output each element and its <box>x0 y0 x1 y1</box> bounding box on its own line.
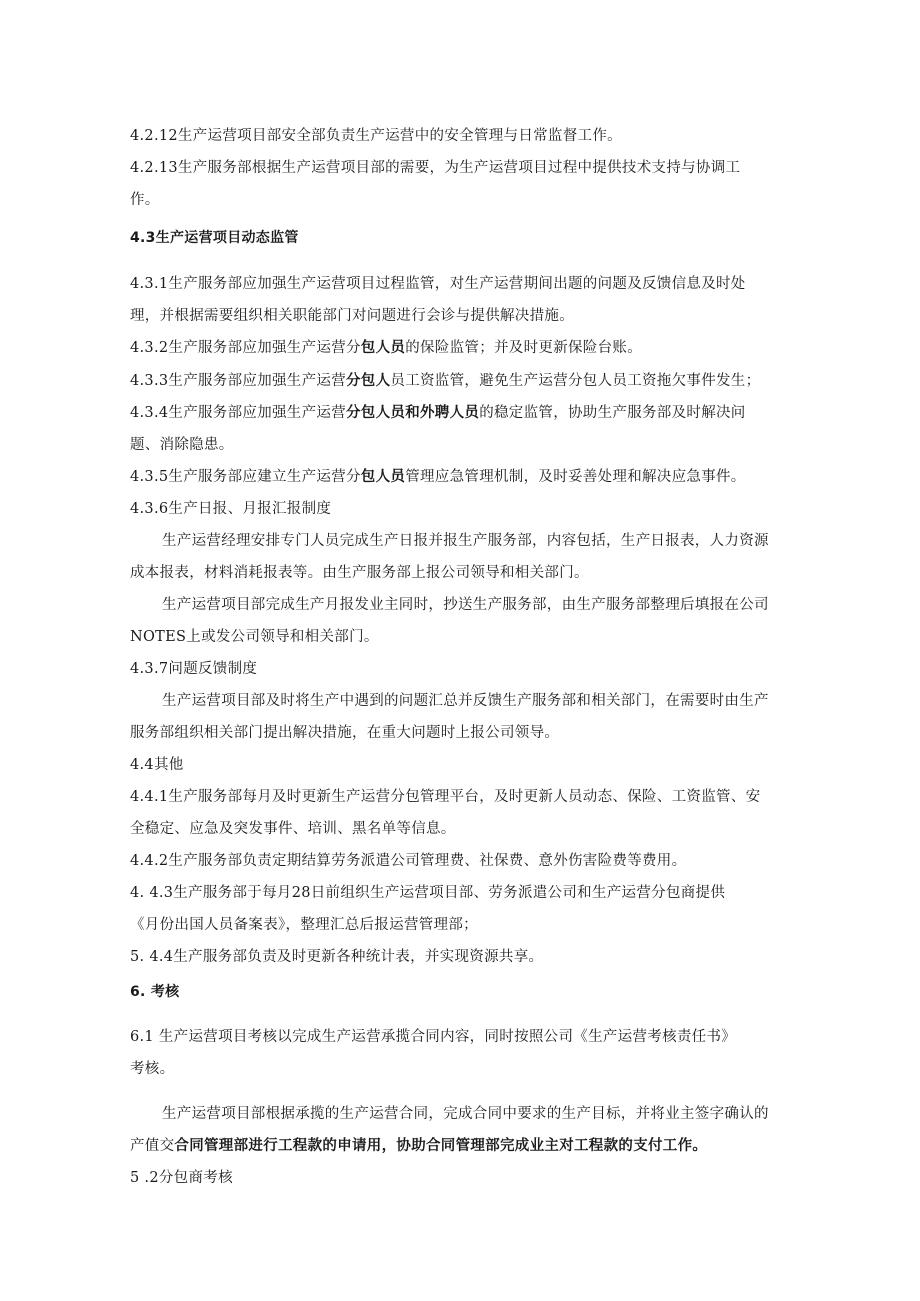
text-run: 4. 4.3生产服务部于每月28日前组织生产运营项目部、劳务派遣公司和生产运营分包商提供 <box>130 885 726 901</box>
text-run: 6.1 生产运营项目考核以完成生产运营承揽合同内容，同时按照公司《生产运营考核责任书》 <box>130 1029 737 1045</box>
text-run: NOTES上或发公司领导和相关部门。 <box>130 629 379 645</box>
clause-4-4-1-cont <box>130 819 456 839</box>
text-run: 的保险监管；并及时更新保险台账。 <box>405 340 643 356</box>
text-run: 成本报表，材料消耗报表等。由生产服务部上报公司领导和相关部门。 <box>130 565 589 581</box>
text-run: 生产运营项目部完成生产月报发业主同时，抄送生产服务部，由生产服务部整理后填报在公司 <box>162 597 769 613</box>
text-run: 考核。 <box>130 1061 175 1077</box>
feedback-paragraph-cont <box>130 723 559 743</box>
clause-4-2-13-cont <box>130 190 160 210</box>
text-run: 4.3.3生产服务部应加强生产运营 <box>130 373 346 389</box>
text-run: 员工资监管，避免生产运营分包人员工资拖欠事件发生； <box>390 373 761 389</box>
clause-4-4-3-cont <box>130 915 478 935</box>
clause-4-3-3 <box>130 371 760 391</box>
text-run: 4.3.4生产服务部应加强生产运营 <box>130 405 346 421</box>
text-run: 生产运营项目部根据承揽的生产运营合同，完成合同中要求的生产目标，并将业主签字确认的 <box>162 1106 769 1122</box>
text-run: 的稳定监管，协助生产服务部及时解决问 <box>479 405 746 421</box>
clause-4-3-6 <box>130 499 331 519</box>
clause-4-4-4 <box>130 947 543 967</box>
text-run: 全稳定、应急及突发事件、培训、黑名单等信息。 <box>130 821 456 837</box>
bold-text-run: 包人员 <box>360 339 406 356</box>
text-run: 生产运营经理安排专门人员完成生产日报并报生产服务部，内容包括，生产日报表，人力资源 <box>162 533 769 549</box>
text-run: 产值交 <box>130 1138 175 1154</box>
monthly-report-paragraph <box>162 595 769 615</box>
daily-report-paragraph <box>162 531 769 551</box>
text-run: 管理应急管理机制，及时妥善处理和解决应急事件。 <box>405 469 746 485</box>
section-4-3-heading <box>130 228 299 248</box>
monthly-report-paragraph-cont <box>130 627 379 647</box>
text-run: 生产运营项目部及时将生产中遇到的问题汇总并反馈生产服务部和相关部门，在需要时由生产 <box>162 693 769 709</box>
text-run: 4.4其他 <box>130 757 184 773</box>
text-run: 作。 <box>130 192 160 208</box>
text-run: 4.4.1生产服务部每月及时更新生产运营分包管理平台，及时更新人员动态、保险、工资监管、安 <box>130 789 761 805</box>
clause-4-3-7 <box>130 659 257 679</box>
text-run: 4.3.1生产服务部应加强生产运营项目过程监管，对生产运营期间出题的问题及反馈信息及时处 <box>130 276 746 292</box>
text-run: 4.3.6生产日报、月报汇报制度 <box>130 501 332 517</box>
text-run: 4.3.2生产服务部应加强生产运营分 <box>130 340 361 356</box>
clause-4-2-12 <box>130 126 622 146</box>
text-run: 6. 考核 <box>130 984 180 1000</box>
text-run: 5. 4.4生产服务部负责及时更新各种统计表，并实现资源共享。 <box>130 949 544 965</box>
section-4-4-heading <box>130 755 184 775</box>
text-run: 理，并根据需要组织相关职能部门对问题进行会诊与提供解决措施。 <box>130 308 574 324</box>
bold-text-run: 合同管理部进行工程款的申请用，协助合同管理部完成业主对工程款的支付工作。 <box>174 1137 708 1154</box>
clause-4-3-1-cont <box>130 306 574 326</box>
clause-4-3-4 <box>130 403 746 423</box>
text-run: 4.3.7问题反馈制度 <box>130 661 258 677</box>
text-run: 4.4.2生产服务部负责定期结算劳务派遣公司管理费、社保费、意外伤害险费等费用。 <box>130 853 687 869</box>
text-run: 4.2.13生产服务部根据生产运营项目部的需要，为生产运营项目过程中提供技术支持与协调工 <box>130 160 741 176</box>
text-run: 《月份出国人员备案表》，整理汇总后报运营管理部； <box>130 917 478 933</box>
text-run: 5 .2分包商考核 <box>130 1170 233 1186</box>
text-run: 4.2.12生产运营项目部安全部负责生产运营中的安全管理与日常监督工作。 <box>130 128 622 144</box>
daily-report-paragraph-cont <box>130 563 589 583</box>
text-run: 服务部组织相关部门提出解决措施，在重大问题时上报公司领导。 <box>130 725 560 741</box>
clause-4-3-1 <box>130 274 746 294</box>
clause-4-4-1 <box>130 787 760 807</box>
clause-4-4-3 <box>130 883 725 903</box>
clause-4-3-2 <box>130 338 642 358</box>
clause-4-2-13 <box>130 158 740 178</box>
clause-4-3-4-cont <box>130 435 234 455</box>
text-run: 4.3.5生产服务部应建立生产运营分 <box>130 469 361 485</box>
text-run: 4.3生产运营项目动态监管 <box>130 230 299 246</box>
feedback-paragraph <box>162 691 769 711</box>
section-6-heading <box>130 982 179 1002</box>
section-5-2-heading <box>130 1168 233 1188</box>
clause-6-1-cont <box>130 1059 174 1079</box>
clause-4-4-2 <box>130 851 686 871</box>
text-run: 题、消除隐患。 <box>130 437 234 453</box>
contract-paragraph <box>162 1104 769 1124</box>
clause-6-1 <box>130 1027 736 1047</box>
bold-text-run: 分包人 <box>346 372 391 389</box>
contract-paragraph-cont <box>130 1136 707 1156</box>
clause-4-3-5 <box>130 467 746 487</box>
bold-text-run: 分包人员和外聘人员 <box>346 404 480 421</box>
bold-text-run: 包人员 <box>360 468 406 485</box>
